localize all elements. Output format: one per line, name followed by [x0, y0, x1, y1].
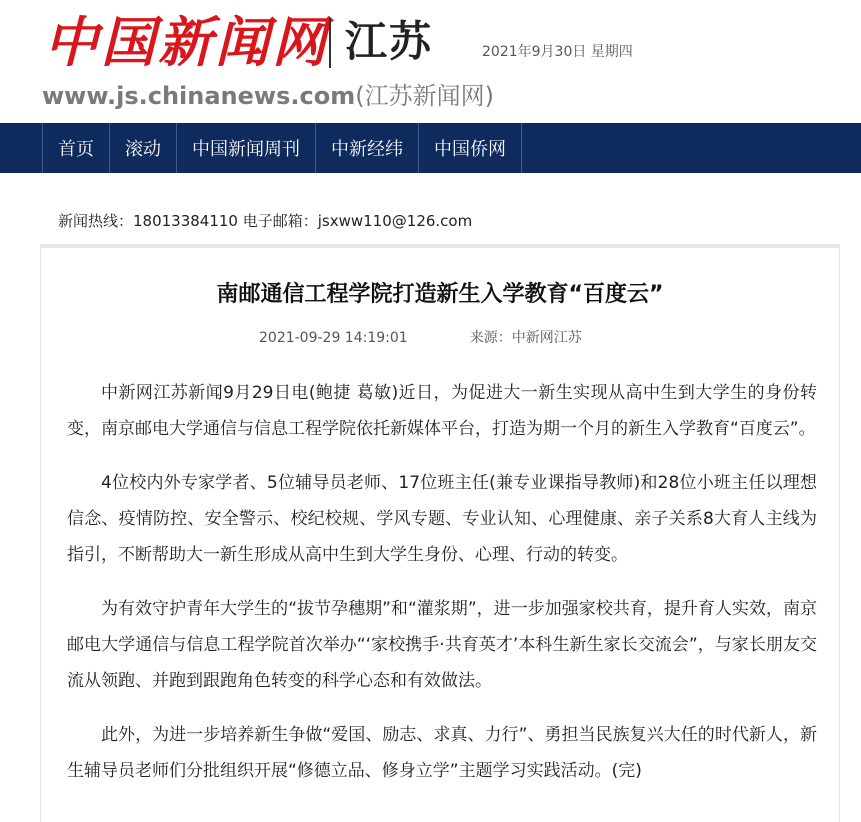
contact-info: 新闻热线：18013384110 电子邮箱：jsxww110@126.com — [58, 212, 473, 230]
main-nav-list — [42, 123, 522, 173]
article-paragraph: 4位校内外专家学者、5位辅导员老师、17位班主任(兼专业课指导教师)和28位小班主任以理想信念、疫情防控、安全警示、校纪校规、学风专题、专业认知、心理健康、亲子关系8大育人主线为指引，不断帮助大一新生形成从高中生到大学生身份、心理、行动的转变。 — [67, 473, 817, 565]
site-header — [0, 0, 861, 123]
logo-divider — [329, 18, 331, 68]
article-meta — [259, 328, 582, 348]
article-body — [67, 375, 817, 807]
article-paragraph: 此外，为进一步培养新生争做“爱国、励志、求真、力行”、勇担当民族复兴大任的时代新人，新生辅导员老师们分批组织开展“修德立品、修身立学”主题学习实践活动。(完) — [67, 725, 817, 781]
region-title[interactable]: 江苏 — [345, 17, 434, 66]
nav-item-chinaqw[interactable]: 中国侨网 — [419, 123, 522, 173]
nav-item-home[interactable]: 首页 — [43, 123, 110, 173]
header-date: 2021年9月30日 星期四 — [482, 44, 633, 60]
site-url — [42, 80, 494, 112]
article-title: 南邮通信工程学院打造新生入学教育“百度云” — [216, 282, 664, 307]
article-source: 来源：中新网江苏 — [469, 330, 582, 346]
nav-item-china-newsweek[interactable]: 中国新闻周刊 — [177, 123, 316, 173]
article-paragraph: 中新网江苏新闻9月29日电(鲍捷 葛敏)近日，为促进大一新生实现从高中生到大学生的身份转变，南京邮电大学通信与信息工程学院依托新媒体平台，打造为期一个月的新生入学教育“百度云”。 — [67, 383, 817, 439]
article-paragraph: 为有效守护青年大学生的“拔节孕穗期”和“灌浆期”，进一步加强家校共育，提升育人实效，南京邮电大学通信与信息工程学院首次举办“‘家校携手·共育英才’本科生新生家长交流会”，与家长朋友交流从领跑、并跑到跟跑角色转变的科学心态和有效做法。 — [67, 599, 817, 691]
nav-item-scroll[interactable]: 滚动 — [110, 123, 177, 173]
article-timestamp: 2021-09-29 14:19:01 — [259, 330, 408, 346]
nav-item-zhongxin-jingwei[interactable]: 中新经纬 — [316, 123, 419, 173]
main-nav — [0, 123, 861, 173]
site-url-name: (江苏新闻网) — [355, 82, 494, 110]
article-panel — [40, 244, 840, 822]
site-logo[interactable]: 中国新闻网 — [44, 10, 329, 74]
site-url-domain: www.js.chinanews.com — [42, 82, 356, 110]
